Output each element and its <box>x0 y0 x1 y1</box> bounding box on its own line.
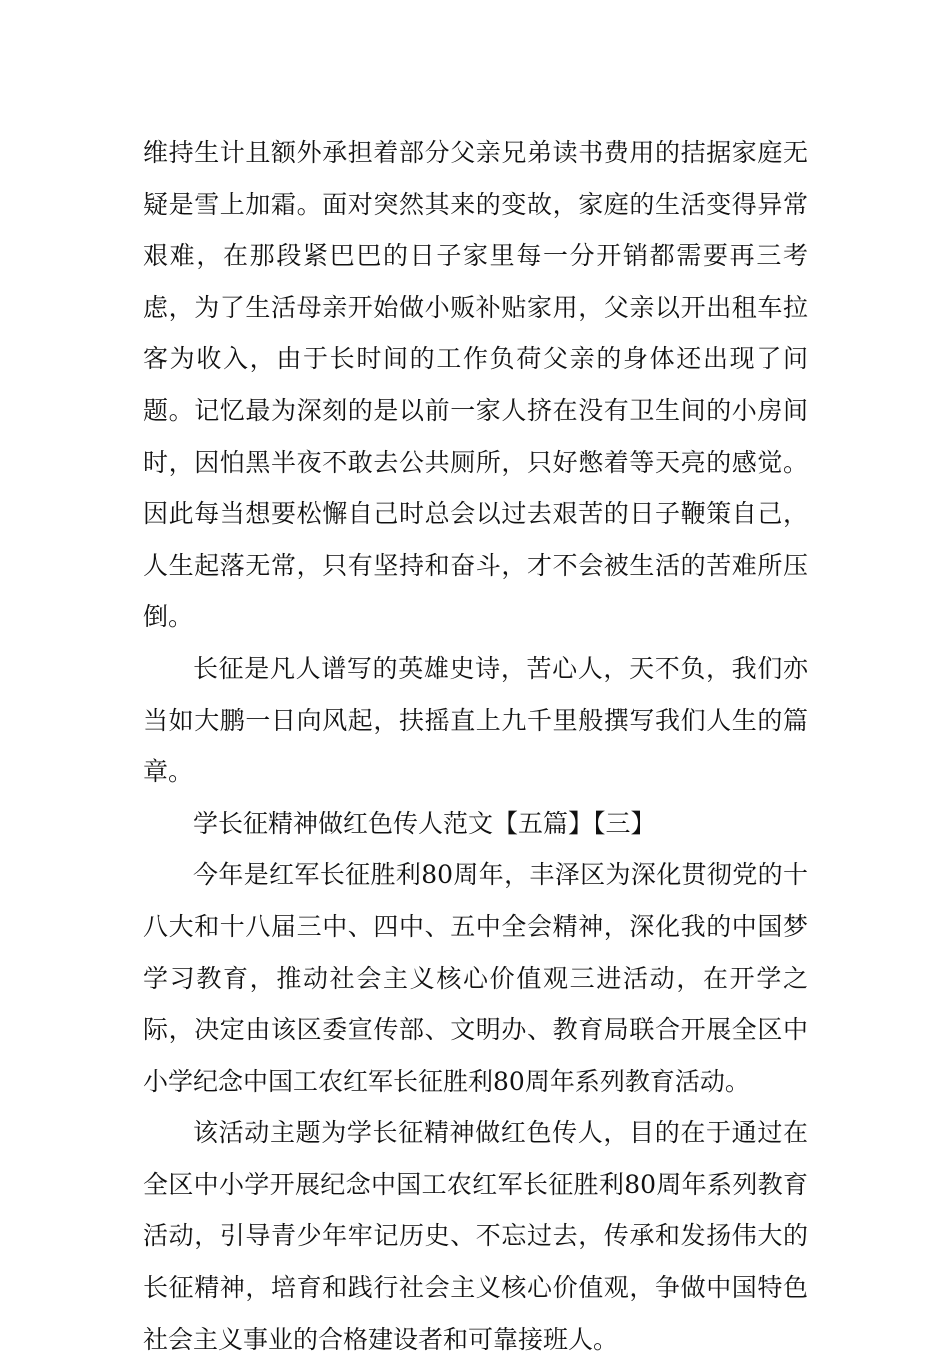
section-heading: 学长征精神做红色传人范文【五篇】【三】 <box>193 808 656 838</box>
paragraph-anniversary: 今年是红军长征胜利80周年，丰泽区为深化贯彻党的十八大和十八届三中、四中、五中全会精神，深化我的中国梦学习教育，推动社会主义核心价值观三进活动，在开学之际，决定由该区委宣传部、文明办、教育局联合开展全区中小学纪念中国工农红军长征胜利80周年系列教育活动。 <box>143 860 808 1096</box>
paragraph-activity-theme: 该活动主题为学长征精神做红色传人，目的在于通过在全区中小学开展纪念中国工农红军长征胜利80周年系列教育活动，引导青少年牢记历史、不忘过去，传承和发扬伟大的长征精神，培育和践行社会主义核心价值观，争做中国特色社会主义事业的合格建设者和可靠接班人。 <box>143 1118 808 1354</box>
paragraph-long-march: 长征是凡人谱写的英雄史诗，苦心人，天不负，我们亦当如大鹏一日向风起，扶摇直上九千里般撰写我们人生的篇章。 <box>143 653 808 787</box>
document-body <box>143 127 808 1365</box>
paragraph-continued: 维持生计且额外承担着部分父亲兄弟读书费用的拮据家庭无疑是雪上加霜。面对突然其来的变故，家庭的生活变得异常艰难，在那段紧巴巴的日子家里每一分开销都需要再三考虑，为了生活母亲开始做小贩补贴家用，父亲以开出租车拉客为收入，由于长时间的工作负荷父亲的身体还出现了问题。记忆最为深刻的是以前一家人挤在没有卫生间的小房间时，因怕黑半夜不敢去公共厕所，只好憋着等天亮的感觉。因此每当想要松懈自己时总会以过去艰苦的日子鞭策自己，人生起落无常，只有坚持和奋斗，才不会被生活的苦难所压倒。 <box>143 138 808 632</box>
